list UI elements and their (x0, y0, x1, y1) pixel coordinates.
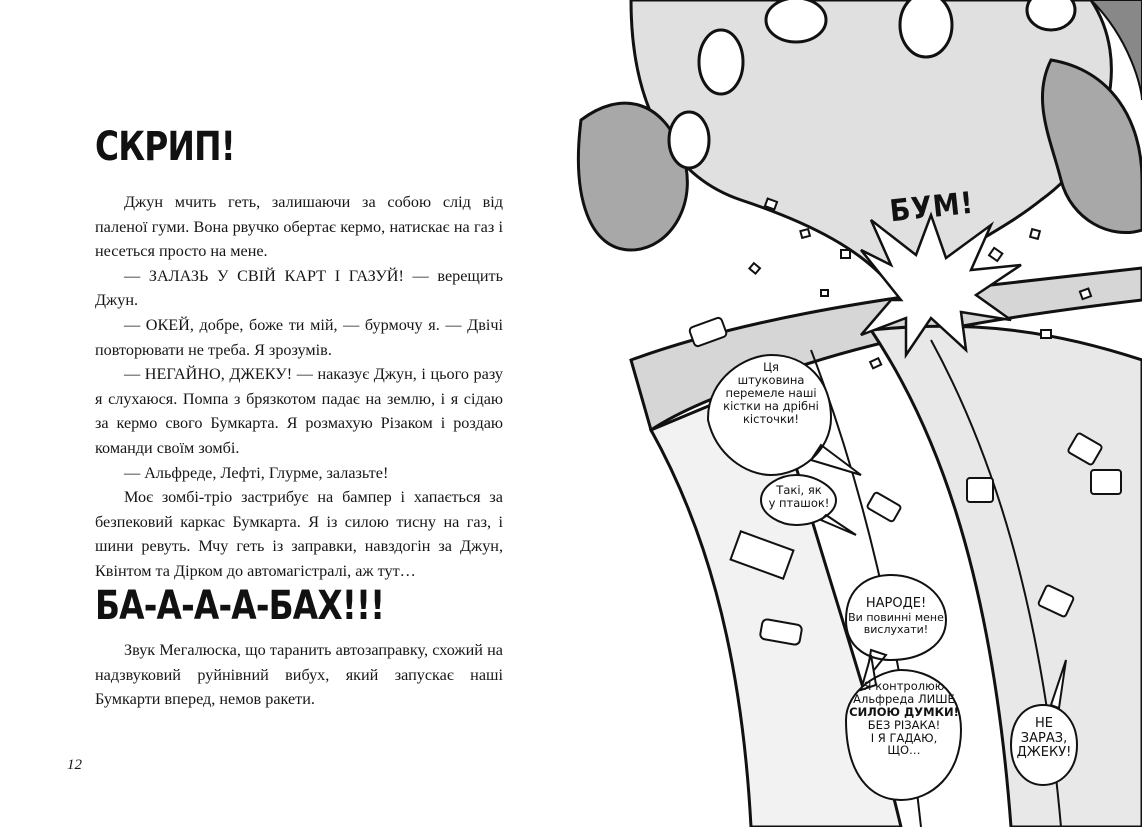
sfx-heading-skryp: СКРИП! (95, 124, 235, 170)
speech-bubble-text-4: Я контролюю Альфреда ЛИШЕ СИЛОЮ ДУМКИ! БЕЗ РІЗАКА! І Я ГАДАЮ, ЩО… (849, 679, 959, 758)
right-page-illustration (571, 0, 1142, 827)
sucker (1027, 0, 1075, 30)
speech-bubble-text-5: НЕ ЗАРАЗ, ДЖЕКУ! (1016, 716, 1072, 761)
paragraph: — Альфреде, Лефті, Глурме, залазьте! (124, 463, 389, 482)
paragraph: Джун мчить геть, залишаючи за собою слід від паленої гуми. Вона рвучко обертає кермо, натискає на газ і несеться просто на мене. (95, 193, 503, 261)
sucker (699, 30, 743, 94)
monster-tentacle-fold (1042, 60, 1142, 233)
speech-bubble-text-2: Такі, як у пташок! (768, 483, 830, 510)
sfx-bum: БУМ! (888, 185, 976, 230)
paragraph: — ЗАЛАЗЬ У СВІЙ КАРТ І ГАЗУЙ! — верещить Джун. (95, 266, 503, 310)
paragraph: — ОКЕЙ, добре, боже ти мій, — бурмочу я. — Двічі повторювати не треба. Я зрозумів. (95, 315, 503, 359)
paragraph: Звук Мегалюска, що таранить автозаправку, схожий на надзвуковий руйнівний вибух, який запускає наші Бумкарти вперед, немов ракети. (95, 641, 503, 709)
paragraph: — НЕГАЙНО, ДЖЕКУ! — наказує Джун, і цього разу я слухаюся. Помпа з брязкотом падає на землю, і я сідаю за кермо свого Бумкарта. Я розмахую Різаком і роздаю команди своїм зомбі. (95, 365, 503, 457)
speech-bubble-text-3: НАРОДЕ! Ви повинні мене вислухати! (848, 596, 944, 636)
sucker (669, 112, 709, 168)
sucker (766, 0, 826, 42)
page-number: 12 (67, 757, 82, 773)
sfx-heading-babakh: БА-А-А-А-БАХ!!! (95, 583, 385, 629)
speech-bubble-text-1: Ця штуковина перемеле наші кістки на дрібні кісточки! (723, 360, 819, 426)
sucker (900, 0, 952, 57)
text-block-2 (95, 638, 503, 712)
text-block-1 (95, 190, 503, 584)
paragraph: Моє зомбі-тріо застрибує на бампер і хапається за безпековий каркас Бумкарта. Я із силою тисну на газ, і шини ревуть. Мчу геть із заправки, навздогін за Джун, Квінтом та Дірком до автомагістралі, аж тут… (95, 488, 503, 580)
